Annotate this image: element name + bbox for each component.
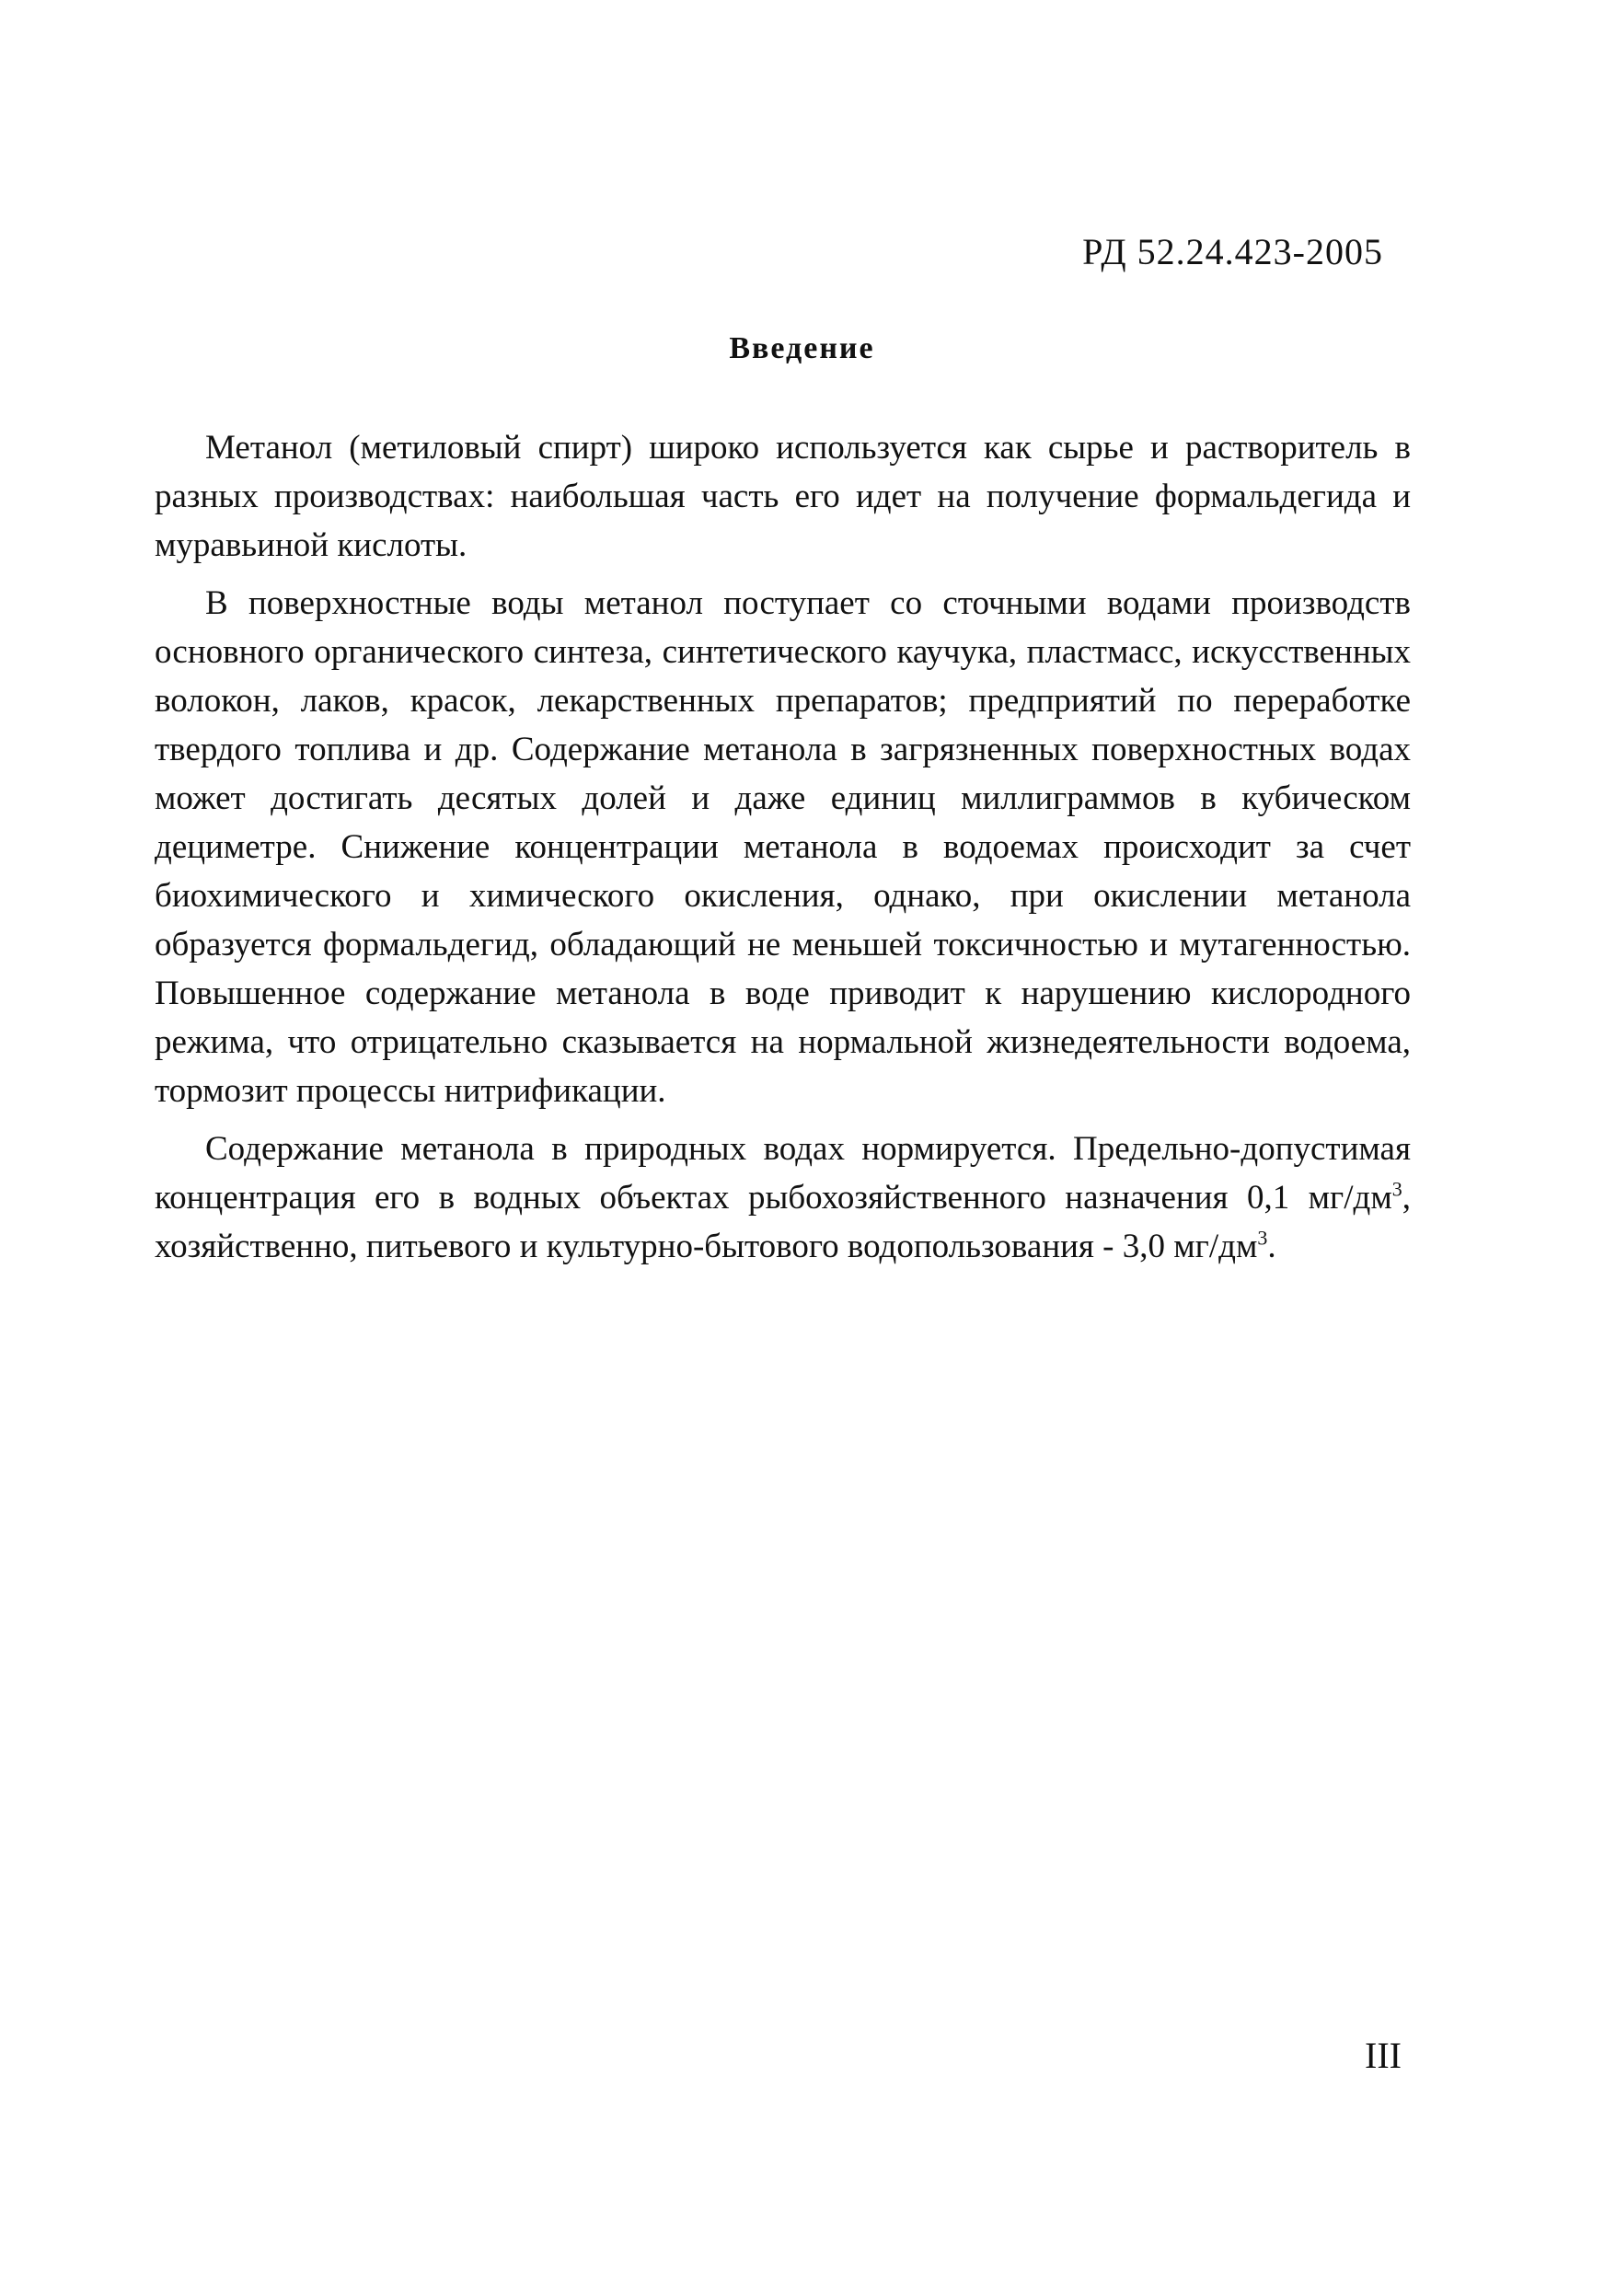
body-text bbox=[155, 423, 1411, 1280]
paragraph-3 bbox=[155, 1125, 1411, 1271]
paragraph-1: Метанол (метиловый спирт) широко используется как сырье и растворитель в разных производствах: наибольшая часть его идет на получение формальдегида и муравьиной кислоты. bbox=[155, 429, 1411, 564]
paragraph-2: В поверхностные воды метанол поступает со сточными водами производств основного органического синтеза, синтетического каучука, пластмасс, искусственных волокон, лаков, красок, лекарственных препаратов; предприятий по переработке твердого топлива и др. Содержание метанола в загрязненных поверхностных водах может достигать десятых долей и даже единиц миллиграммов в кубическом дециметре. Снижение концентрации метанола в водоемах происходит за счет биохимического и химического окисления, однако, при окислении метанола образуется формальдегид, обладающий не меньшей токсичностью и мутагенностью. Повышенное содержание метанола в воде приводит к нарушению кислородного режима, что отрицательно сказывается на нормальной жизнедеятельности водоема, тормозит процессы нитрификации. bbox=[155, 584, 1411, 1110]
superscript-cubed: 3 bbox=[1257, 1226, 1268, 1250]
superscript-cubed: 3 bbox=[1391, 1177, 1402, 1201]
paragraph-3-part1: Содержание метанола в природных водах нормируется. Предельно-допустимая концентрация его в водных объектах рыбохозяйственного назначения 0,1 мг/дм bbox=[155, 1130, 1411, 1217]
document-number: РД 52.24.423-2005 bbox=[1082, 231, 1383, 272]
section-title: Введение bbox=[729, 331, 875, 365]
paragraph-3-part2: , хозяйственно, питьевого и культурно-бытового водопользования - 3,0 мг/дм bbox=[155, 1179, 1411, 1265]
paragraph-3-part3: . bbox=[1267, 1228, 1276, 1265]
page-number: III bbox=[1365, 2035, 1402, 2076]
